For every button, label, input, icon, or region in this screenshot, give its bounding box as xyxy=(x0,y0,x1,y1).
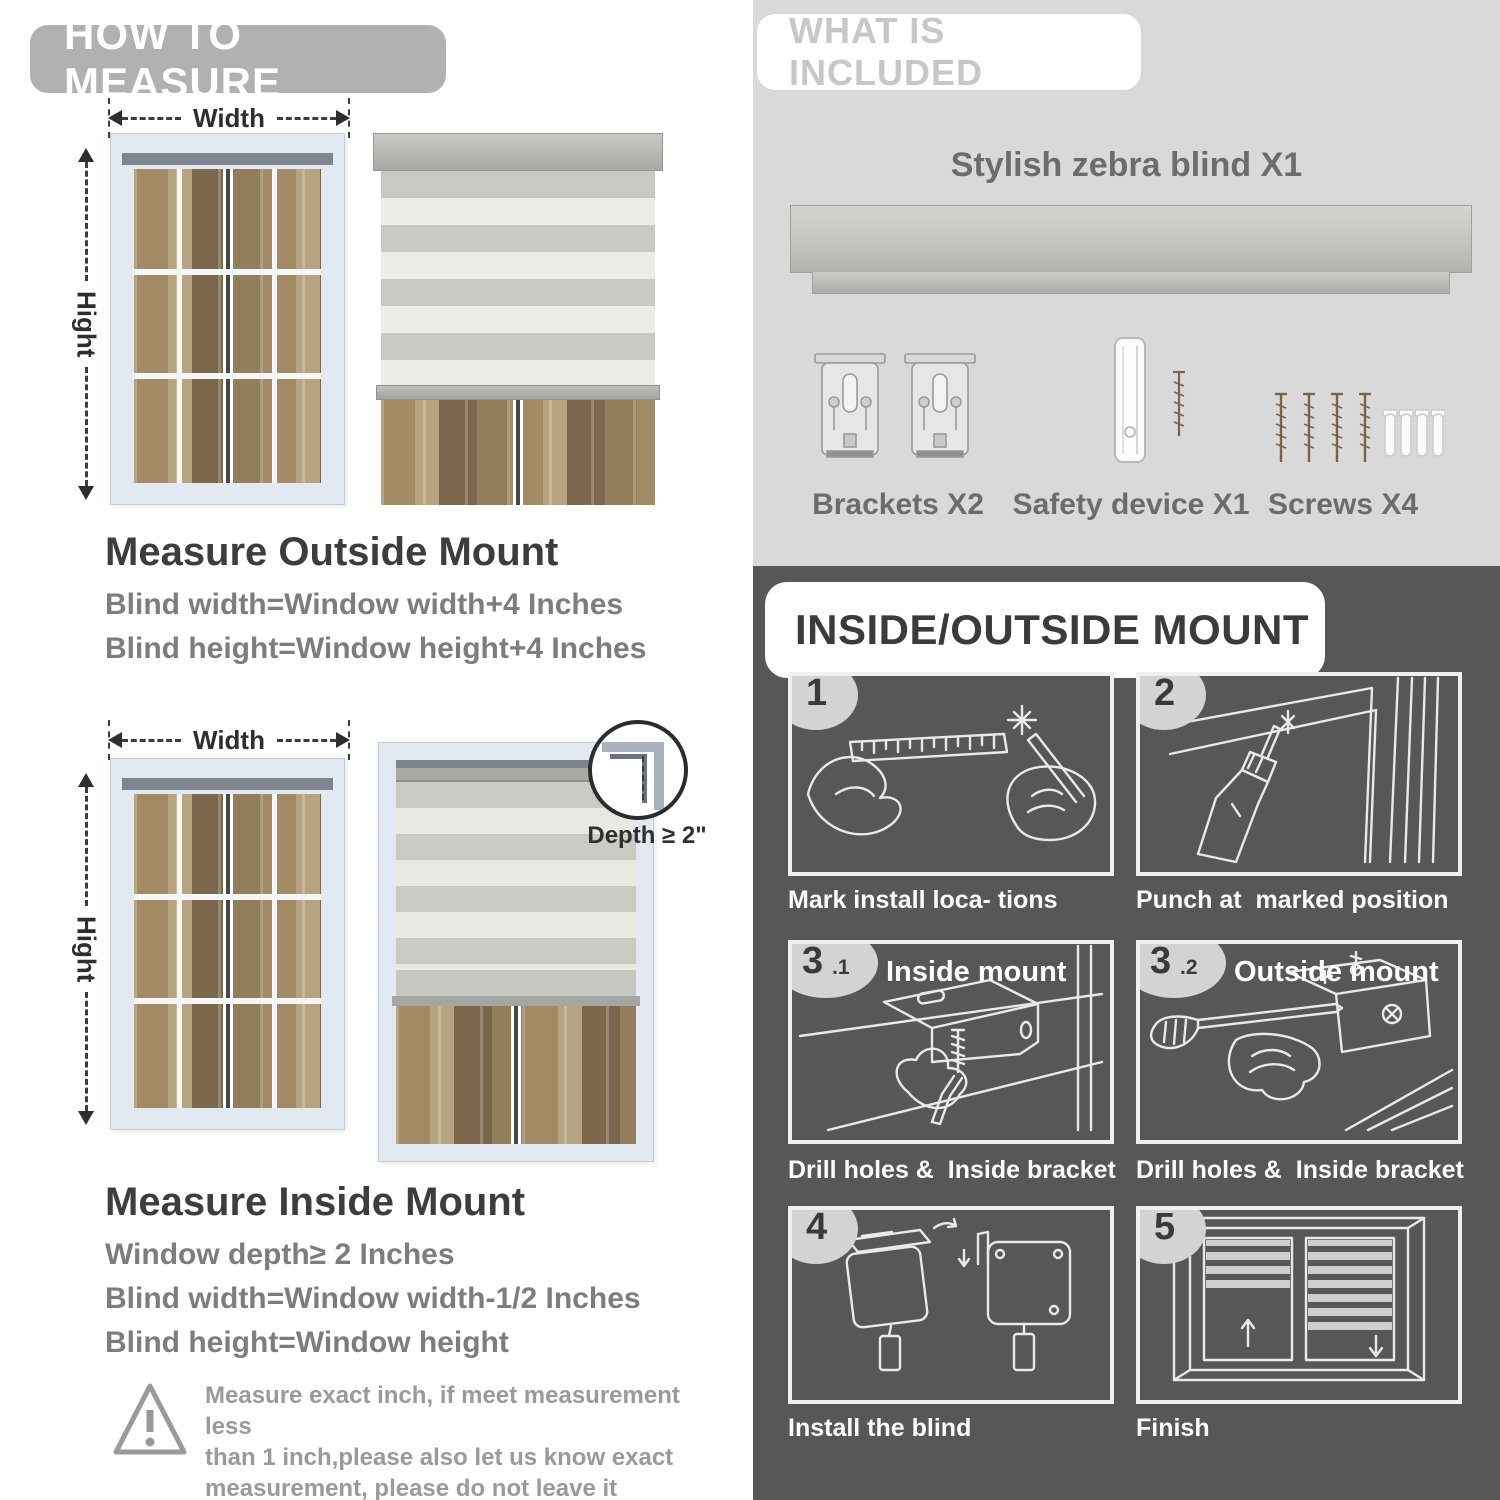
step-1-caption: Mark install loca- tions xyxy=(788,886,1058,914)
height-label: Hight xyxy=(71,915,102,983)
arrow-tick-icon xyxy=(348,720,350,760)
step-5-caption: Finish xyxy=(1136,1414,1210,1442)
arrow-tick-icon xyxy=(108,720,110,760)
height-label: Hight xyxy=(71,290,102,358)
zebra-blind-outside xyxy=(378,133,658,505)
dashed-line xyxy=(277,739,336,742)
width-arrow-inside xyxy=(108,724,350,755)
dashed-line xyxy=(85,992,88,1111)
warning-triangle-icon xyxy=(110,1378,190,1462)
step-3-1-caption: Drill holes & Inside bracket xyxy=(788,1156,1116,1184)
warning-line-3: measurement, please do not leave it xyxy=(205,1475,618,1500)
width-label: Width xyxy=(193,102,265,133)
mount-section xyxy=(753,566,1500,1500)
height-arrow-inside xyxy=(71,773,102,1125)
window-center-divider xyxy=(223,169,233,483)
screws-caption: Screws X4 xyxy=(1267,488,1419,521)
outside-mount-line2: Blind height=Window height+4 Inches xyxy=(105,632,647,665)
how-to-measure-header xyxy=(30,11,446,106)
mount-header xyxy=(765,582,1325,678)
inside-mount-line3: Blind height=Window height xyxy=(105,1326,509,1359)
step-panel-3-2 xyxy=(1136,940,1462,1144)
inside-mount-line1: Window depth≥ 2 Inches xyxy=(105,1238,455,1271)
window-muntin xyxy=(272,794,277,1108)
screws-icon xyxy=(1269,390,1445,478)
inside-mount-title: Measure Inside Mount xyxy=(105,1180,526,1224)
step-number: 4 xyxy=(806,1206,828,1248)
step-number: 5 xyxy=(1154,1206,1176,1248)
window-muntin xyxy=(134,998,321,1004)
blind-stripes xyxy=(381,171,655,385)
step-number: 2 xyxy=(1154,672,1176,714)
window-muntin xyxy=(177,169,182,483)
safety-device-icon xyxy=(1095,336,1205,478)
outside-mount-title: Measure Outside Mount xyxy=(105,530,559,574)
step-3-2-title: Outside mount xyxy=(1234,956,1439,988)
arrow-up-icon xyxy=(78,773,94,787)
window-top-rail xyxy=(122,778,333,790)
window-photo-outside xyxy=(110,133,345,505)
arrow-up-icon xyxy=(78,148,94,162)
window-photo-fragment xyxy=(396,1006,636,1144)
dashed-line xyxy=(85,787,88,906)
blind-cassette xyxy=(373,133,663,171)
blind-bottom-rail xyxy=(392,996,640,1006)
dashed-line xyxy=(85,162,88,281)
dashed-line xyxy=(277,117,336,120)
arrow-down-icon xyxy=(78,1111,94,1125)
step-3-1-title: Inside mount xyxy=(886,956,1067,988)
step-3-2-caption: Drill holes & Inside bracket xyxy=(1136,1156,1464,1184)
zebra-blind-headrail xyxy=(790,205,1472,273)
inside-mount-line2: Blind width=Window width-1/2 Inches xyxy=(105,1282,641,1315)
what-is-included-section xyxy=(753,0,1500,566)
window-center-divider xyxy=(223,794,233,1108)
step-panel-4 xyxy=(788,1206,1114,1404)
blind-bottom-rail xyxy=(376,385,660,400)
depth-dashed-line xyxy=(642,756,644,800)
arrow-down-icon xyxy=(78,486,94,500)
window-center-divider xyxy=(513,400,523,505)
window-top-rail xyxy=(122,153,333,165)
brackets-caption: Brackets X2 xyxy=(812,488,984,521)
warning-line-1: Measure exact inch, if meet measurement less xyxy=(205,1382,680,1440)
brackets-icon xyxy=(813,346,989,480)
step-subnumber: .2 xyxy=(1180,956,1198,979)
what-is-included-header xyxy=(757,10,1141,93)
arrow-left-icon xyxy=(108,110,122,126)
window-photo-fragment xyxy=(381,400,655,505)
blind-lower-band xyxy=(396,970,636,996)
dashed-line xyxy=(122,739,181,742)
window-muntin xyxy=(134,373,321,379)
window-muntin xyxy=(134,894,321,900)
how-to-measure-title: HOW TO MEASURE xyxy=(64,11,282,106)
step-panel-3-1 xyxy=(788,940,1114,1144)
step-number: 3 xyxy=(1150,940,1172,982)
window-photo xyxy=(134,169,321,483)
dashed-line xyxy=(85,367,88,486)
warning-line-2: than 1 inch,please also let us know exact xyxy=(205,1444,674,1471)
zebra-blind-bottom-rail xyxy=(812,272,1450,294)
what-is-included-title: WHAT IS INCLUDED xyxy=(789,10,983,93)
width-arrow-outside xyxy=(108,102,350,133)
step-panel-1 xyxy=(788,672,1114,876)
step-number: 1 xyxy=(806,672,828,714)
step-number: 3 xyxy=(802,940,824,982)
step-subnumber: .1 xyxy=(832,956,850,979)
mount-title: INSIDE/OUTSIDE MOUNT xyxy=(795,606,1310,653)
window-photo-inside xyxy=(110,758,345,1130)
zebra-blind-label: Stylish zebra blind X1 xyxy=(950,146,1303,184)
window-center-divider xyxy=(511,1006,521,1144)
window-muntin xyxy=(177,794,182,1108)
window-muntin xyxy=(134,269,321,275)
width-label: Width xyxy=(193,724,265,755)
arrow-tick-icon xyxy=(108,98,110,138)
outside-mount-line1: Blind width=Window width+4 Inches xyxy=(105,588,624,621)
blind-stripes xyxy=(396,782,636,970)
window-opening xyxy=(396,760,636,1144)
window-muntin xyxy=(272,169,277,483)
window-photo xyxy=(134,794,321,1108)
depth-label: Depth ≥ 2" xyxy=(587,822,707,849)
safety-device-caption: Safety device X1 xyxy=(1012,488,1250,521)
step-4-caption: Install the blind xyxy=(788,1414,972,1442)
height-arrow-outside xyxy=(71,148,102,500)
arrow-left-icon xyxy=(108,732,122,748)
step-2-caption: Punch at marked position xyxy=(1136,886,1449,914)
step-panel-5 xyxy=(1136,1206,1462,1404)
step-panel-2 xyxy=(1136,672,1462,876)
depth-detail-circle xyxy=(588,720,688,820)
dashed-line xyxy=(122,117,181,120)
warning-text xyxy=(205,1380,725,1500)
arrow-tick-icon xyxy=(348,98,350,138)
